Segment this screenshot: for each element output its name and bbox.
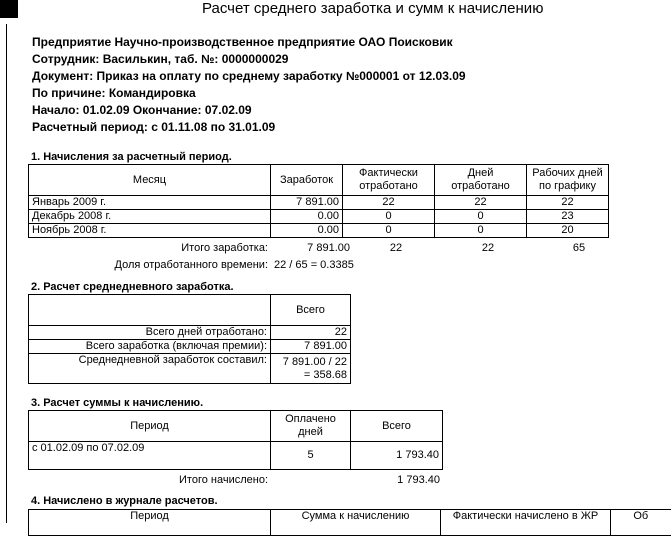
cell-earnings: 7 891.00	[271, 196, 343, 210]
row-value: 22	[271, 326, 351, 340]
cell-earnings: 0.00	[271, 224, 343, 238]
calc-header-row	[29, 411, 443, 442]
col-period: Период	[29, 510, 271, 536]
row-value: 7 891.00	[271, 340, 351, 354]
cell-days: 22	[435, 196, 527, 210]
col-actual-worked: Фактически отработано	[343, 165, 435, 196]
empty-header-cell	[29, 295, 271, 326]
accruals-table	[28, 164, 609, 238]
cell-month: Ноябрь 2008 г.	[29, 224, 271, 238]
average-daily-table	[28, 294, 351, 384]
cell-total: 1 793.40	[351, 442, 443, 470]
col-earnings: Заработок	[271, 165, 343, 196]
accrual-calc-table	[28, 410, 443, 470]
report-title: Расчет среднего заработка и сумм к начислению	[202, 0, 544, 17]
table-row	[29, 196, 609, 210]
worked-share-value: 22 / 65 = 0.3385	[274, 259, 354, 271]
col-period: Период	[29, 411, 271, 442]
accruals-header-row	[29, 165, 609, 196]
table-row	[29, 224, 609, 238]
table-row	[29, 326, 351, 340]
table-row	[29, 442, 443, 470]
total-earnings-value: 7 891.00	[307, 242, 350, 254]
section1-title: 1. Начисления за расчетный период.	[31, 151, 232, 163]
col-ob: Об	[611, 510, 671, 536]
section4-title: 4. Начислено в журнале расчетов.	[31, 495, 218, 507]
enterprise-line: Предприятие Научно-производственное предприятие ОАО Поисковик	[32, 35, 453, 49]
col-days-worked: Дней отработано	[435, 165, 527, 196]
col-total: Всего	[351, 411, 443, 442]
cell-actual: 22	[343, 196, 435, 210]
total-accrued-value: 1 793.40	[397, 474, 440, 486]
window-corner-marker	[0, 0, 18, 18]
row-label: Среднедневной заработок составил:	[29, 354, 271, 384]
cell-actual: 0	[343, 210, 435, 224]
cell-month: Декабрь 2008 г.	[29, 210, 271, 224]
col-actually-accrued: Фактически начислено в ЖР	[441, 510, 611, 536]
formula-line: 7 891.00 / 22	[282, 355, 347, 368]
employee-line: Сотрудник: Василькин, таб. №: 0000000029	[32, 52, 289, 66]
cell-schedule: 23	[527, 210, 609, 224]
row-value	[271, 354, 351, 384]
cell-paid-days: 5	[271, 442, 351, 470]
dates-line: Начало: 01.02.09 Окончание: 07.02.09	[32, 103, 252, 117]
cell-month: Январь 2009 г.	[29, 196, 271, 210]
total-accrued-label: Итого начислено:	[179, 474, 268, 486]
cell-days: 0	[435, 224, 527, 238]
reason-line: По причине: Командировка	[32, 86, 196, 100]
col-total: Всего	[271, 295, 351, 326]
cell-earnings: 0.00	[271, 210, 343, 224]
cell-days: 0	[435, 210, 527, 224]
worked-share-label: Доля отработанного времени:	[114, 259, 268, 271]
cell-actual: 0	[343, 224, 435, 238]
average-header-row	[29, 295, 351, 326]
table-row	[29, 340, 351, 354]
total-earnings-label: Итого заработка:	[181, 242, 268, 254]
total-schedule-value: 65	[572, 242, 586, 254]
cell-schedule: 20	[527, 224, 609, 238]
section2-title: 2. Расчет среднедневного заработка.	[31, 281, 234, 293]
page-left-border	[6, 24, 7, 523]
table-row	[29, 354, 351, 384]
period-line: Расчетный период: с 01.11.08 по 31.01.09	[32, 120, 276, 134]
section3-title: 3. Расчет суммы к начислению.	[31, 397, 204, 409]
document-line: Документ: Приказ на оплату по среднему заработку №000001 от 12.03.09	[32, 69, 466, 83]
col-month: Месяц	[29, 165, 271, 196]
row-label: Всего заработка (включая премии):	[29, 340, 271, 354]
cell-period: с 01.02.09 по 07.02.09	[29, 442, 271, 470]
cell-schedule: 22	[527, 196, 609, 210]
col-workdays-schedule: Рабочих дней по графику	[527, 165, 609, 196]
row-label: Всего дней отработано:	[29, 326, 271, 340]
total-days-value: 22	[481, 242, 495, 254]
table-row	[29, 210, 609, 224]
col-paid-days: Оплачено дней	[271, 411, 351, 442]
total-actual-value: 22	[389, 242, 403, 254]
col-sum-to-accrue: Сумма к начислению	[271, 510, 441, 536]
formula-result: = 358.68	[303, 368, 347, 381]
